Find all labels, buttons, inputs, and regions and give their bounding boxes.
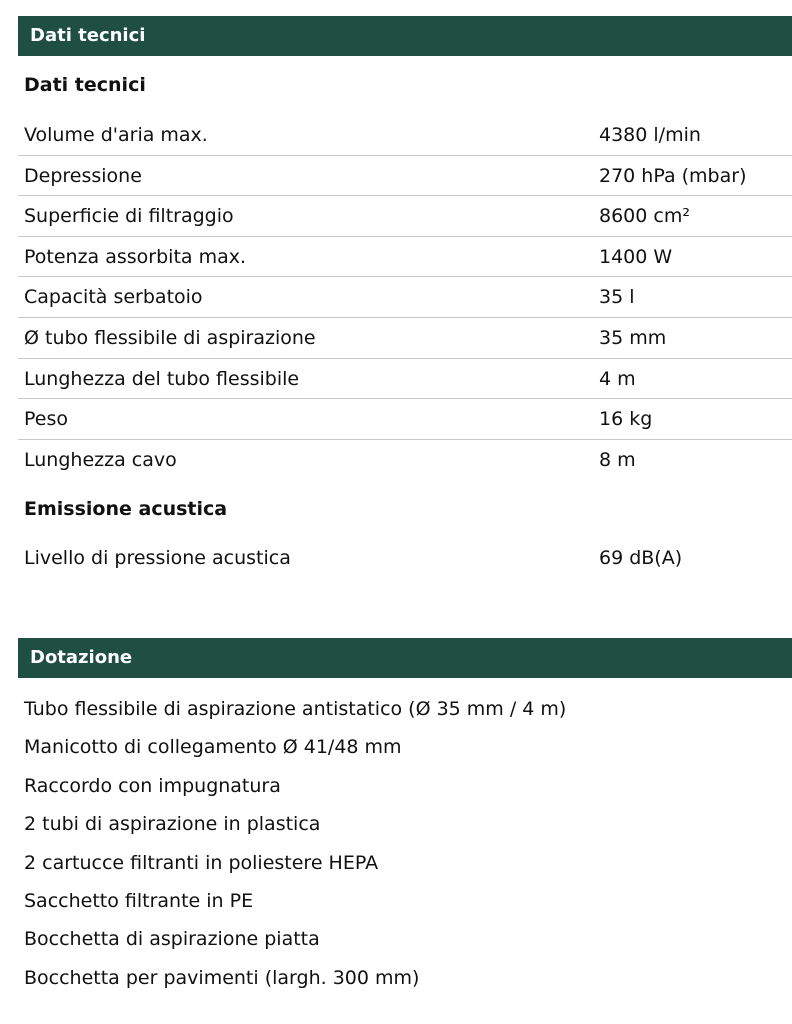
noise-emission-subheading: Emissione acustica xyxy=(24,498,228,520)
spec-label: Capacità serbatoio xyxy=(24,286,203,309)
spec-value: 8 m xyxy=(599,448,636,471)
spec-value: 35 mm xyxy=(599,326,667,349)
equipment-item: Sacchetto filtrante in PE xyxy=(24,889,254,912)
spec-row-filter-area xyxy=(18,196,792,237)
equipment-item: Bocchetta per pavimenti (largh. 300 mm) xyxy=(24,966,420,989)
equipment-item: Manicotto di collegamento Ø 41/48 mm xyxy=(24,736,402,759)
spec-label: Peso xyxy=(24,408,68,431)
spec-label: Lunghezza del tubo flessibile xyxy=(24,367,300,390)
technical-data-subheading: Dati tecnici xyxy=(24,74,146,96)
spec-value: 16 kg xyxy=(599,408,653,431)
spec-row-hose-diameter xyxy=(18,318,792,359)
spec-label: Livello di pressione acustica xyxy=(24,547,291,569)
spec-row-weight xyxy=(18,399,792,440)
equipment-item: 2 tubi di aspirazione in plastica xyxy=(24,813,321,836)
equipment-item: 2 cartucce filtranti in poliestere HEPA xyxy=(24,851,379,874)
spec-row-sound-pressure xyxy=(18,538,792,579)
spec-value: 4 m xyxy=(599,367,636,390)
spec-label: Potenza assorbita max. xyxy=(24,245,247,268)
equipment-header: Dotazione xyxy=(18,638,792,678)
equipment-item: Bocchetta di aspirazione piatta xyxy=(24,928,320,951)
spec-row-tank-capacity xyxy=(18,277,792,318)
spec-value: 69 dB(A) xyxy=(599,547,683,569)
spec-value: 35 l xyxy=(599,286,635,309)
technical-data-table xyxy=(18,115,792,480)
spec-row-power-input xyxy=(18,237,792,278)
spec-value: 1400 W xyxy=(599,245,673,268)
technical-data-header: Dati tecnici xyxy=(18,16,792,56)
equipment-item: Tubo flessibile di aspirazione antistatico (Ø 35 mm / 4 m) xyxy=(24,698,567,720)
spec-label: Depressione xyxy=(24,164,142,187)
equipment-list xyxy=(24,690,566,997)
spec-row-vacuum xyxy=(18,156,792,197)
spec-value: 270 hPa (mbar) xyxy=(599,164,747,187)
spec-label: Ø tubo flessibile di aspirazione xyxy=(24,326,316,349)
noise-emission-table xyxy=(18,538,792,579)
spec-row-hose-length xyxy=(18,359,792,400)
spec-label: Lunghezza cavo xyxy=(24,448,177,471)
spec-value: 4380 l/min xyxy=(599,124,701,146)
spec-label: Superficie di filtraggio xyxy=(24,205,234,228)
spec-row-air-volume xyxy=(18,115,792,156)
spec-label: Volume d'aria max. xyxy=(24,124,208,146)
spec-value: 8600 cm² xyxy=(599,205,690,228)
spec-row-cable-length xyxy=(18,440,792,481)
equipment-item: Raccordo con impugnatura xyxy=(24,774,281,797)
